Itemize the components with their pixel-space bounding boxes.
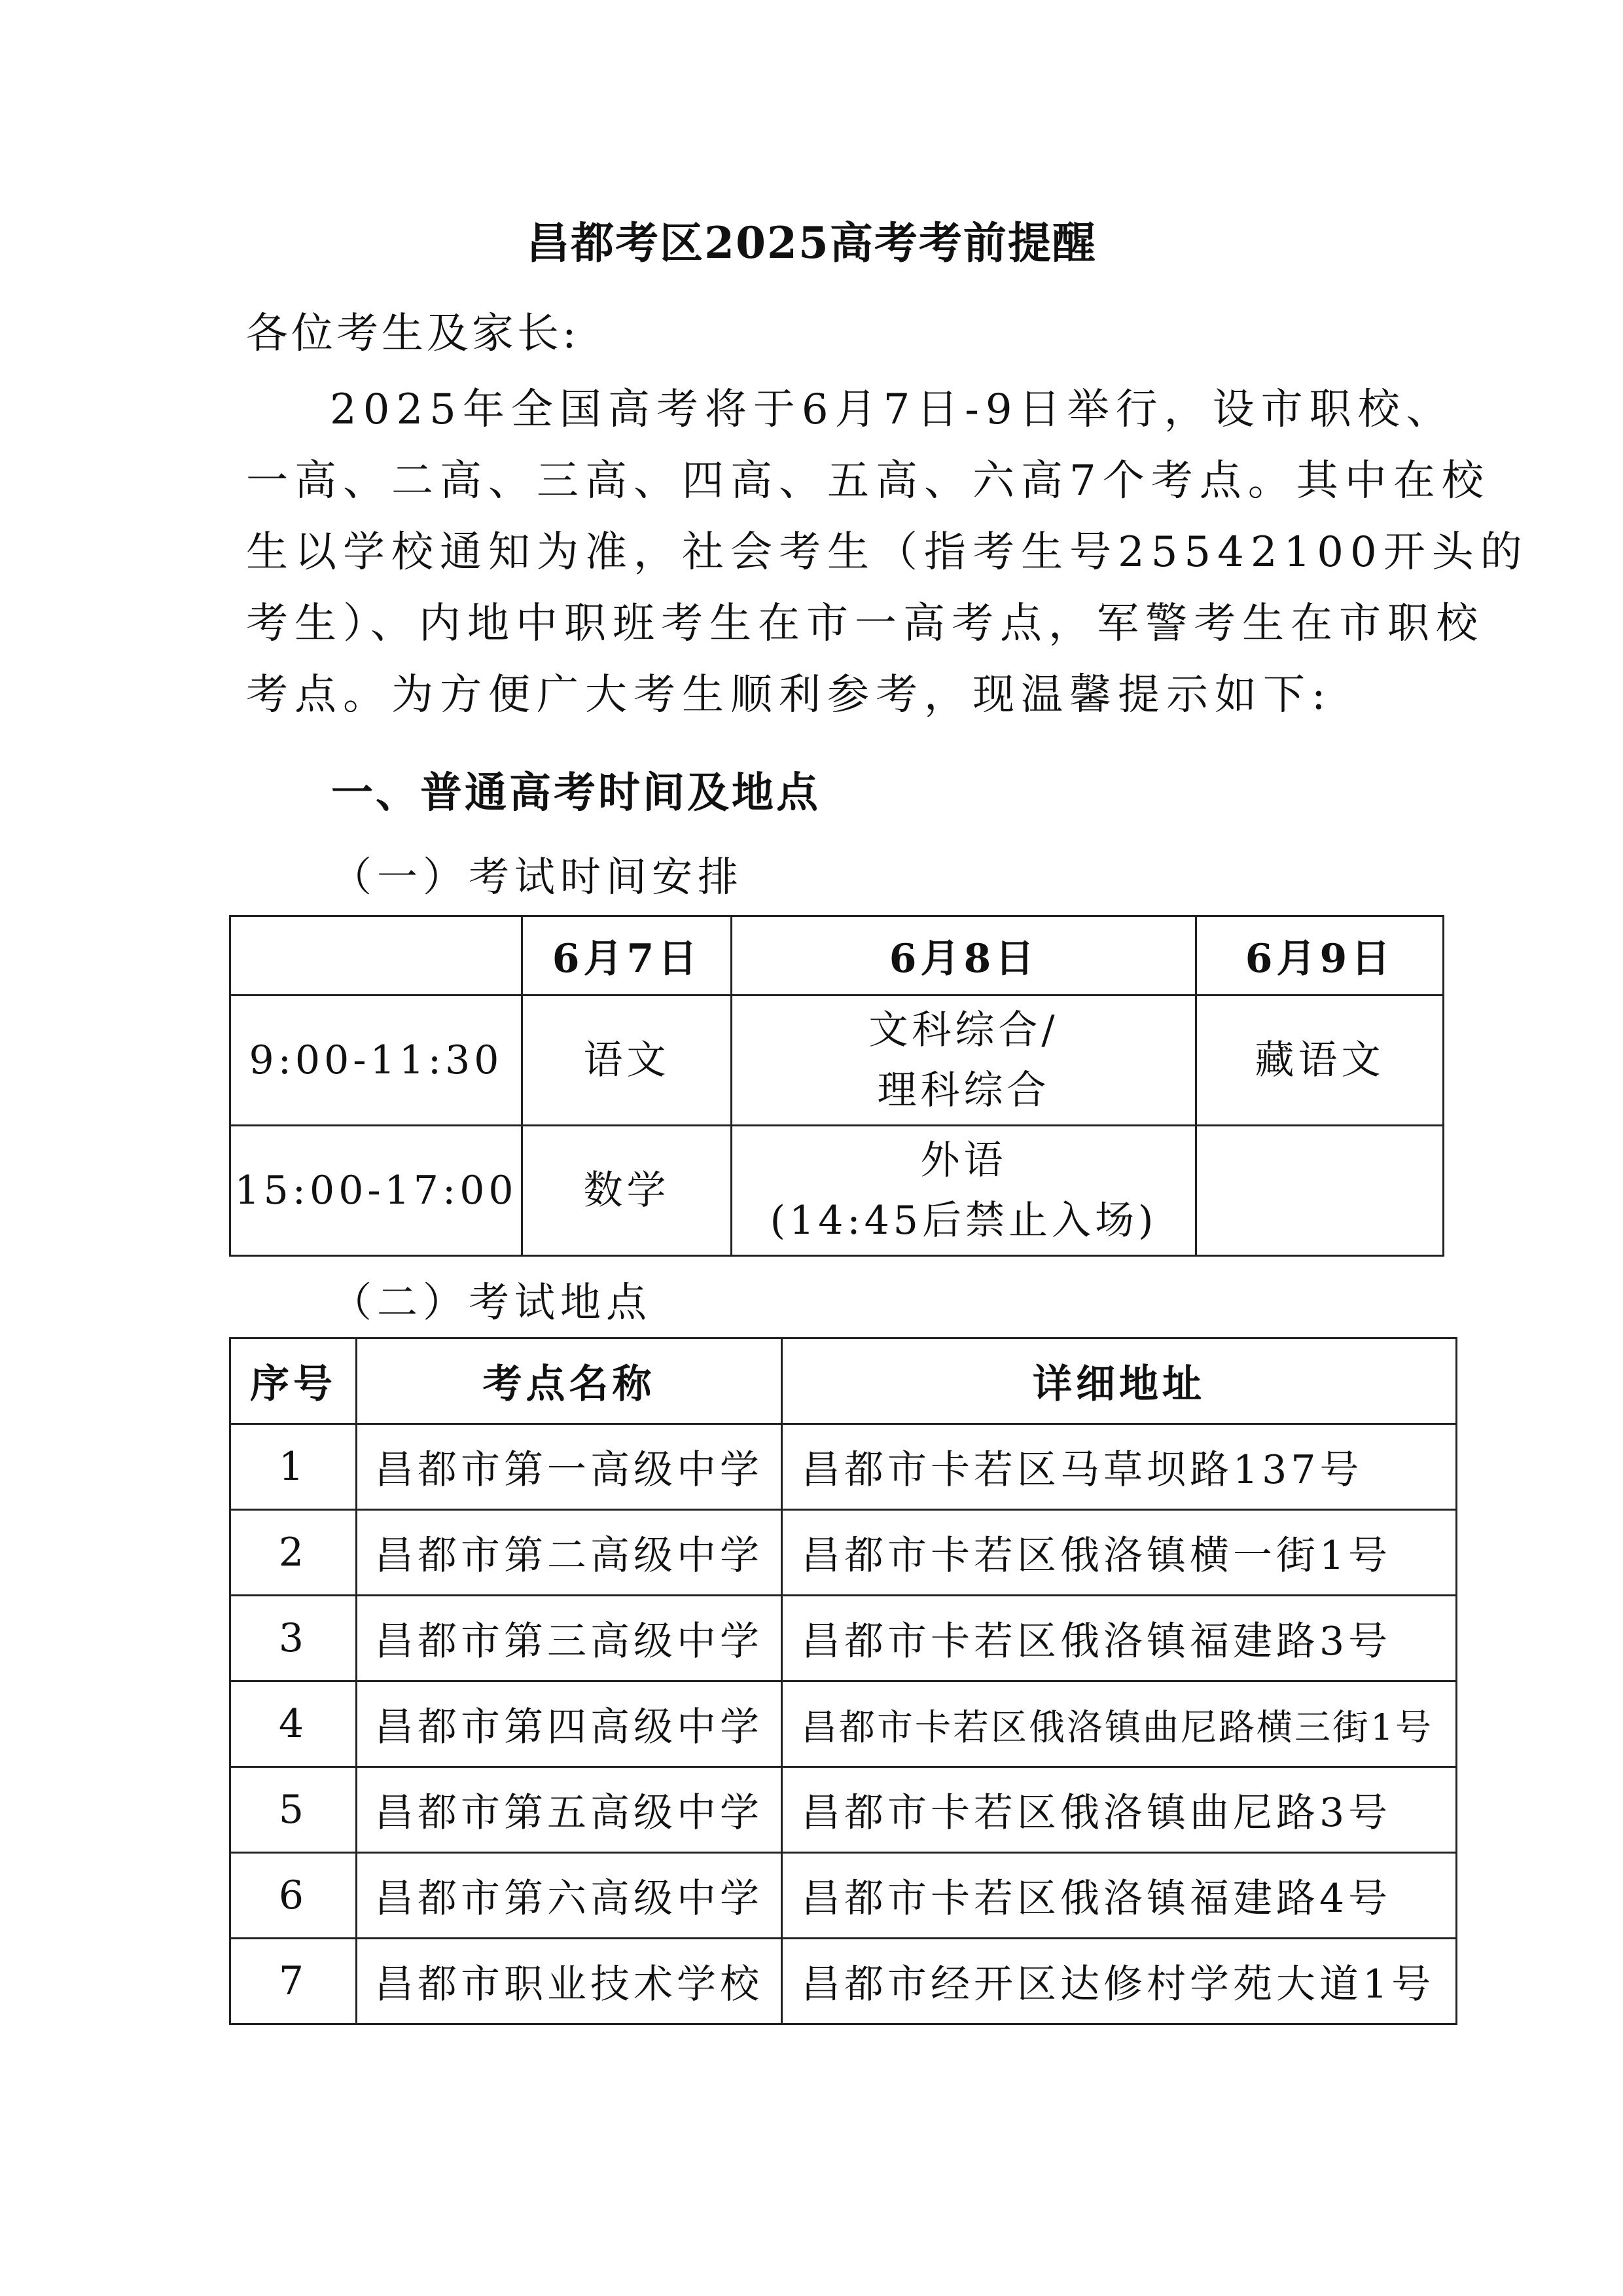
venue-no: 1 [230, 1424, 357, 1510]
schedule-subject-cell [732, 996, 1196, 1126]
subject-line: 理科综合 [877, 1067, 1050, 1113]
table-row [230, 1939, 1457, 2024]
intro-line: 考生）、内地中职班考生在市一高考点，军警考生在市职校 [246, 600, 1484, 648]
table-row [230, 1853, 1457, 1939]
venue-no: 5 [230, 1767, 357, 1853]
schedule-date-header: 6月8日 [732, 916, 1196, 996]
schedule-subject-cell [732, 1126, 1196, 1256]
venue-address: 昌都市卡若区马草坝路137号 [782, 1424, 1457, 1510]
schedule-time-cell: 15:00-17:00 [230, 1126, 522, 1256]
venue-name: 昌都市职业技术学校 [357, 1939, 782, 2024]
salutation: 各位考生及家长: [246, 310, 580, 358]
table-row [230, 1596, 1457, 1681]
schedule-date-header: 6月7日 [522, 916, 732, 996]
venues-header-no: 序号 [230, 1338, 357, 1424]
subject-note: (14:45后禁止入场) [770, 1198, 1158, 1244]
table-row [230, 1424, 1457, 1510]
intro-line: 一高、二高、三高、四高、五高、六高7个考点。其中在校 [246, 457, 1490, 505]
venue-name: 昌都市第五高级中学 [357, 1767, 782, 1853]
subject-line: 外语 [920, 1138, 1007, 1183]
schedule-header-row [230, 916, 1444, 996]
exam-venues-table [229, 1337, 1457, 2025]
schedule-subject-cell: 语文 [522, 996, 732, 1126]
venue-address: 昌都市经开区达修村学苑大道1号 [782, 1939, 1457, 2024]
schedule-subject-cell [1196, 1126, 1444, 1256]
venue-name: 昌都市第四高级中学 [357, 1681, 782, 1767]
venue-name: 昌都市第三高级中学 [357, 1596, 782, 1681]
venues-header-name: 考点名称 [357, 1338, 782, 1424]
schedule-corner-cell [230, 916, 522, 996]
venues-header-address: 详细地址 [782, 1338, 1457, 1424]
venue-address: 昌都市卡若区俄洛镇曲尼路横三街1号 [782, 1681, 1457, 1767]
intro-line: 考点。为方便广大考生顺利参考，现温馨提示如下: [246, 671, 1332, 719]
subject-line: 文科综合/ [868, 1007, 1059, 1053]
table-row [230, 1681, 1457, 1767]
schedule-row [230, 1126, 1444, 1256]
venue-address: 昌都市卡若区俄洛镇福建路4号 [782, 1853, 1457, 1939]
table-row [230, 1510, 1457, 1596]
schedule-row [230, 996, 1444, 1126]
venue-address: 昌都市卡若区俄洛镇横一街1号 [782, 1510, 1457, 1596]
table-row [230, 1767, 1457, 1853]
venues-header-row [230, 1338, 1457, 1424]
schedule-date-header: 6月9日 [1196, 916, 1444, 996]
schedule-subject-cell: 数学 [522, 1126, 732, 1256]
venue-address: 昌都市卡若区俄洛镇福建路3号 [782, 1596, 1457, 1681]
intro-paragraph [246, 374, 1529, 731]
venue-address: 昌都市卡若区俄洛镇曲尼路3号 [782, 1767, 1457, 1853]
venue-no: 3 [230, 1596, 357, 1681]
venue-no: 6 [230, 1853, 357, 1939]
section-heading: 一、普通高考时间及地点 [331, 768, 821, 817]
venue-name: 昌都市第二高级中学 [357, 1510, 782, 1596]
venue-name: 昌都市第六高级中学 [357, 1853, 782, 1939]
intro-line: 生以学校通知为准，社会考生（指考生号25542100开头的 [246, 528, 1529, 577]
venue-no: 4 [230, 1681, 357, 1767]
venue-name: 昌都市第一高级中学 [357, 1424, 782, 1510]
venue-no: 2 [230, 1510, 357, 1596]
subsection-heading-schedule: （一）考试时间安排 [331, 853, 744, 901]
schedule-time-cell: 9:00-11:30 [230, 996, 522, 1126]
subsection-heading-venues: （二）考试地点 [331, 1278, 652, 1326]
intro-line: 2025年全国高考将于6月7日-9日举行，设市职校、 [330, 386, 1455, 434]
document-title: 昌都考区2025高考考前提醒 [526, 217, 1097, 268]
venue-no: 7 [230, 1939, 357, 2024]
schedule-subject-cell: 藏语文 [1196, 996, 1444, 1126]
exam-schedule-table [229, 915, 1444, 1257]
